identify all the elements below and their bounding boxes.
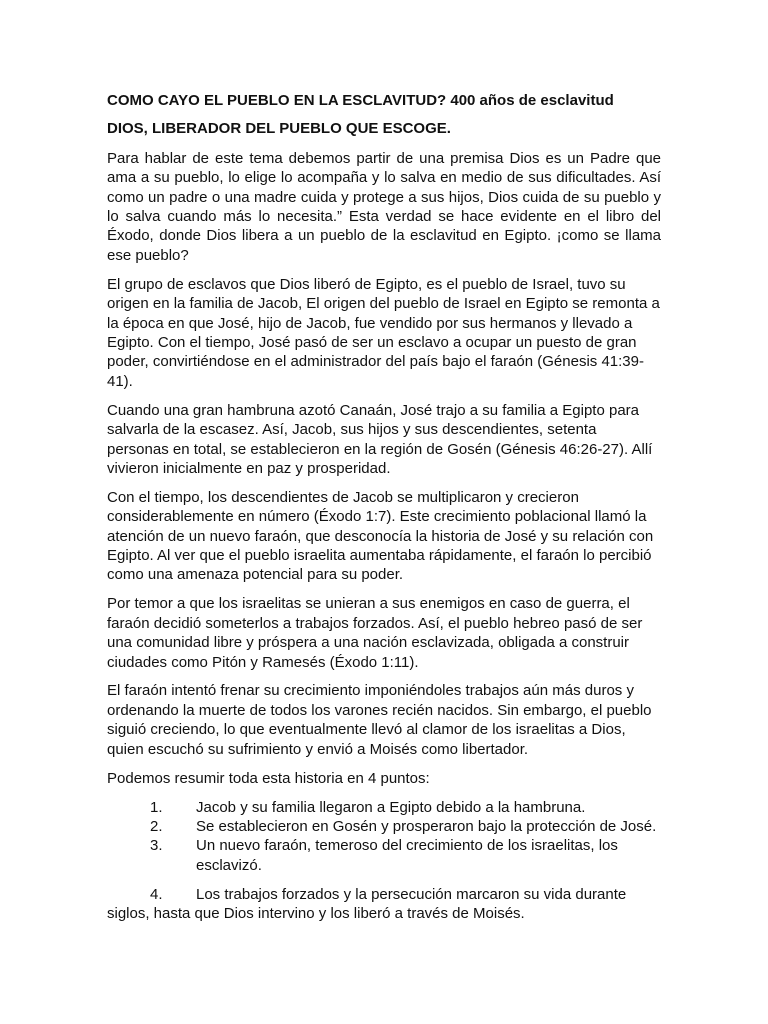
last-point-number: 4.	[150, 885, 163, 903]
list-item-number: 3.	[150, 837, 163, 855]
last-point-text: Los trabajos forzados y la persecución marcaron su vida durante siglos, hasta que Dios intervino y los liberó a través de Moisés.	[107, 885, 627, 923]
document-body	[107, 91, 661, 933]
paragraph-origin: El grupo de esclavos que Dios liberó de Egipto, es el pueblo de Israel, tuvo su origen en la familia de Jacob, El origen del pueblo de Israel en Egipto se remonta a la época en que José, hijo de Jacob, fue vendido por sus hermanos y llevado a Egipto. Con el tiempo, José pasó de ser un esclavo a ocupar un puesto de gran poder, convirtiéndose en el administrador del país bajo el faraón (Génesis 41:39-41).	[107, 275, 660, 390]
paragraph-intro: Para hablar de este tema debemos partir de una premisa Dios es un Padre que ama a su pueblo, lo elige lo acompaña y lo salva en medio de sus dificultades. Así como un padre o una madre cuida y protege a sus hijos, Dios cuida de su pueblo y lo salva cuando más lo necesita.” Esta verdad se hace evidente en el libro del Éxodo, donde Dios libera a un pueblo de la esclavitud en Egipto. ¡como se llama ese pueblo?	[107, 149, 661, 264]
document-subtitle: DIOS, LIBERADOR DEL PUEBLO QUE ESCOGE.	[107, 120, 451, 138]
list-item-text: Un nuevo faraón, temeroso del crecimiento de los israelitas, los esclavizó.	[196, 837, 618, 874]
paragraph-summary-intro: Podemos resumir toda esta historia en 4 puntos:	[107, 769, 430, 787]
list-item-text: Se establecieron en Gosén y prosperaron bajo la protección de José.	[196, 817, 657, 835]
document-title: COMO CAYO EL PUEBLO EN LA ESCLAVITUD? 400 años de esclavitud	[107, 92, 614, 109]
last-point-paragraph	[107, 885, 661, 924]
list-item	[107, 836, 661, 875]
list-item-number: 1.	[150, 798, 163, 816]
paragraph-forced-labor: Por temor a que los israelitas se unieran a sus enemigos en caso de guerra, el faraón decidió someterlos a trabajos forzados. Así, el pueblo hebreo pasó de ser una comunidad libre y próspera a una nación esclavizada, obligada a construir ciudades como Pitón y Ramesés (Éxodo 1:11).	[107, 595, 643, 671]
paragraph-growth: Con el tiempo, los descendientes de Jacob se multiplicaron y crecieron considerablemente en número (Éxodo 1:7). Este crecimiento poblacional llamó la atención de un nuevo faraón, que desconocía la historia de José y su relación con Egipto. Al ver que el pueblo israelita aumentaba rápidamente, el faraón lo percibió como una amenaza potencial para su poder.	[107, 488, 654, 584]
list-item	[107, 798, 661, 817]
list-item-text: Jacob y su familia llegaron a Egipto debido a la hambruna.	[196, 798, 586, 816]
paragraph-pharaoh: El faraón intentó frenar su crecimiento imponiéndoles trabajos aún más duros y ordenando la muerte de todos los varones recién nacidos. Sin embargo, el pueblo siguió creciendo, lo que eventualmente llevó al clamor de los israelitas a Dios, quien escuchó su sufrimiento y envió a Moisés como libertador.	[107, 682, 652, 758]
list-item-number: 2.	[150, 817, 163, 835]
list-item	[107, 817, 661, 836]
summary-points-list	[107, 798, 661, 876]
paragraph-famine: Cuando una gran hambruna azotó Canaán, José trajo a su familia a Egipto para salvarla de la escasez. Así, Jacob, sus hijos y sus descendientes, setenta personas en total, se establecieron en la región de Gosén (Génesis 46:26-27). Allí vivieron inicialmente en paz y prosperidad.	[107, 401, 653, 477]
